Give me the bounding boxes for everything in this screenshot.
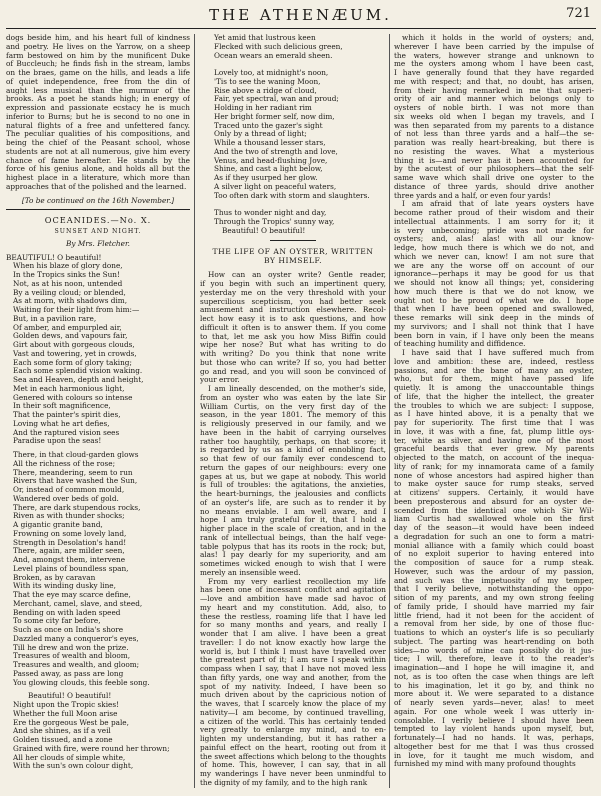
poem-line: Merchant, camel, slave, and steed, — [13, 598, 143, 608]
text-line: of Buccleuch; he finds fish in the stream, lambs — [6, 60, 190, 69]
text-line: spot of my nativity. Indeed, I have been so — [200, 682, 386, 691]
text-line: paration was really heart-breaking, but there is — [394, 139, 594, 147]
text-line: expression and passionate ecstacy he is much — [6, 104, 190, 112]
text-line: the composition of sauce for a rump steak. — [394, 559, 594, 567]
article-body-continued — [394, 34, 594, 769]
text-line: intellectual attainments. I am sorry for it; it — [394, 217, 594, 226]
poem-line: With the sun's own colour dight, — [13, 761, 134, 771]
text-line: return the gapes of our neighbours: every one — [200, 463, 386, 472]
poem-line: A gigantic granite band, — [13, 520, 103, 529]
text-line: six weeks old when I began my travels, and I — [394, 112, 594, 121]
text-line: From my very earliest recollection my life — [208, 577, 386, 586]
poem-line: Treasures of wealth and bloom, — [13, 651, 131, 661]
poem-author: By Mrs. Fletcher. — [66, 238, 130, 248]
text-line: much driven about by the capricious notion of — [200, 691, 386, 700]
text-line: sometimes wicked enough to wish that I were — [200, 560, 386, 568]
poem-line: Paradise upon the seas! — [13, 436, 102, 446]
text-line: ority of air and manner which belongs only to — [394, 95, 594, 104]
poem-line: Rise above a ridge of cloud, — [214, 85, 317, 95]
text-line: inferior to Burns; but he is second to no one in — [6, 112, 190, 121]
poem-line: Wandered over beds of gold. — [13, 493, 119, 503]
text-line: not, as is too often the case when things are left — [394, 672, 594, 681]
poem-line: Of amber, and empurpled air, — [13, 322, 122, 332]
text-line: I am afraid that of late years oysters have — [402, 200, 594, 209]
poem-stanza-3 — [6, 692, 190, 771]
text-line: lect how easy it is to ask questions, and how — [200, 315, 386, 323]
continued-note: [To be continued on the 16th November.] — [21, 196, 175, 205]
poem-line: Strength in Desolation's hand! — [13, 537, 127, 547]
text-line: your error. — [200, 376, 240, 385]
poem-line: Thus to wonder night and day, — [214, 208, 327, 217]
text-line: these remarks will sink deep in the minds of — [394, 314, 594, 322]
poem-line: All her clouds of simple white, — [13, 752, 126, 762]
paragraph — [394, 34, 594, 200]
text-line: natural flights of a free and unfettered fancy. — [6, 121, 190, 130]
text-line: imagination—and I hope he will imagine it, and — [394, 664, 594, 672]
poem-line: Frowning on some lovely land, — [13, 528, 127, 538]
text-line: with writing? Do you think that none write — [200, 350, 386, 358]
text-line: day of the season—it would have been indeed — [394, 524, 594, 532]
text-line: the heart-burnings, the jealousies and conflicts — [200, 490, 386, 498]
text-line: the troubles to which we are subject: I suppose, — [394, 401, 594, 410]
text-line: furnished my mind with many profound thoughts — [394, 760, 576, 769]
text-line: but those who can write? If so, you had better — [200, 358, 386, 367]
poem-line: With its winding dusky line, — [13, 581, 116, 591]
text-line: highest place in a literature, which more than — [6, 174, 190, 182]
biography-continuation — [6, 34, 190, 192]
text-line: of home. This, however, I can say, that in all — [200, 761, 386, 770]
text-line: scended from the identical one which Sir Wil- — [394, 506, 594, 515]
poem-line: BEAUTIFUL! O beautiful! — [6, 252, 102, 262]
poem-line: And the raptured vision sees — [13, 427, 120, 437]
text-line: that I verily believe, notwithstanding the oppo- — [394, 585, 594, 594]
text-line: has been one of incessant conflict and agitation — [200, 586, 386, 595]
text-line: graceful beards that ever grew. My parents — [394, 445, 594, 454]
text-line: being the chief of the Peasant school, whose — [6, 139, 190, 147]
poem-line: Shine, and cast a light below, — [214, 164, 323, 174]
text-line: very greatly to enlarge my mind, and to en- — [200, 726, 386, 735]
text-line: to his imagination, let it go by, and think no — [394, 681, 594, 690]
text-line: which it holds in the world of oysters; and, — [402, 34, 594, 42]
poem-line: There, are dark stupendous rocks, — [13, 502, 141, 512]
text-line: if you begin with such an impertinent query, — [200, 280, 386, 288]
text-line: none of whose ancestors had aspired higher than — [394, 471, 594, 480]
text-line: to that, let me ask you how Miss Biffin could — [200, 332, 386, 341]
masthead-title: THE ATHENÆUM. — [209, 6, 392, 24]
text-line: lity of rank; for my innamorata came of a family — [394, 462, 594, 471]
text-line: farm bestowed on him by the munificent Duke — [6, 51, 190, 60]
page-header — [0, 0, 601, 30]
article-body — [200, 271, 386, 787]
text-line: a degradation for such an one to form a matri- — [394, 532, 594, 541]
paragraph — [200, 271, 386, 385]
poem-line: Yet amid that lustrous keen — [214, 33, 316, 42]
text-line: wonder that I am alive. I have been a great — [200, 630, 386, 638]
poem-line: Each some splendid vision waking. — [13, 366, 143, 376]
text-line: I have said that I have suffered much from — [402, 349, 594, 357]
poem-line: A silver light on peaceful waters, — [214, 181, 337, 191]
poem-line: Waiting for their light from him:— — [13, 305, 140, 314]
text-line: from their having remarked in me that superi- — [394, 86, 594, 95]
text-line: the dignity of my family, and to the high rank — [200, 778, 368, 787]
text-line: ignorance—perhaps it may be good for us that — [394, 270, 594, 279]
text-line: the waves, that I scarcely know the place of my — [200, 700, 386, 708]
poem-line: And the two of strength and love, — [214, 146, 338, 156]
poem-line: That the painter's spirit dies, — [13, 410, 121, 419]
text-line: However, such was the ardour of my passion, — [394, 567, 594, 576]
text-line: so that few of our family ever condescend to — [200, 455, 386, 463]
text-line: by the acutest of our philosophers—that the self- — [394, 165, 594, 174]
poem-line: To some city far before, — [13, 616, 101, 626]
text-line: is full of troubles: the agitations, the anxieties, — [200, 481, 386, 490]
text-line: of not less than three yards and a half—the se- — [394, 130, 594, 139]
poem-line: Beautiful! O beautiful! — [28, 691, 112, 701]
poem-line: Broken, as by caravan — [13, 572, 96, 582]
poem-line: Night upon the Tropic skies! — [13, 700, 120, 709]
text-line: hope I am truly grateful for it, that I hold a — [200, 516, 386, 525]
text-line: objected to the match, on account of the inequa- — [394, 454, 594, 462]
poem-line: By a veiling cloud; or blended, — [13, 287, 126, 297]
text-line: the sweet affections which belong to the thoughts — [200, 752, 386, 761]
text-line: tempted to lay violent hands upon myself, but, — [394, 725, 594, 734]
text-line: love and ambition: these are, indeed, restless — [394, 357, 594, 366]
text-line: no resisting the waves. What a mysterious — [394, 147, 594, 156]
text-line: little friend, had it not been for the accident of — [394, 611, 594, 620]
text-line: that when I have been opened and swallowed, — [394, 305, 594, 314]
text-line: gapes at us, but we gape at nobody. This world — [200, 472, 386, 481]
poem-line: As at morn, with shadows dim, — [13, 296, 128, 306]
text-line: as I have hinted above, it is a penalty that we — [394, 410, 594, 419]
text-line: lighten my understanding, but it has rather a — [200, 735, 386, 743]
text-line: how much there is that we do not know, we — [394, 287, 594, 296]
text-line: three yards and a half, or even four yards! — [394, 191, 551, 200]
text-line: dogs beside him, and his heart full of kindness — [6, 34, 190, 42]
text-line: pay for superiority. The first time that I was — [394, 419, 594, 427]
poem-line: Traced unto the gazer's sight — [214, 120, 323, 130]
poem-line: Too often dark with storm and slaughters. — [214, 190, 370, 200]
text-line: distance of three yards, should drive another — [394, 182, 594, 191]
poem-line: Vast and towering, yet in crowds, — [13, 348, 137, 358]
poem-line: Girt about with gorgeous clouds, — [13, 340, 135, 349]
poem-line: Golden tissued, and a zone — [13, 735, 113, 744]
poem-line: Venus, and head-flushing Jove, — [214, 155, 328, 165]
column-divider-2 — [389, 34, 390, 788]
poem-line: Treasures and wealth, and gloom; — [13, 660, 140, 669]
paragraph — [200, 578, 386, 788]
poem-line: Bending on with laden speed — [13, 607, 121, 617]
paragraph — [394, 349, 594, 769]
text-line: no means enviable. I am well aware, and I — [200, 507, 386, 516]
poem-line: While a thousand lesser stars, — [214, 138, 326, 147]
poem-line: Passed away, as pass are long — [13, 668, 124, 678]
poem-line: You glowing clouds, this feeble song. — [13, 677, 150, 687]
text-line: —love and ambition have made sad havoc of — [200, 595, 386, 603]
text-line: for so many months and years, and really I — [200, 621, 386, 630]
poem-line: Genered with colours so intense — [13, 392, 133, 402]
text-line: painful effect on the heart, rooting out from it — [200, 743, 386, 752]
poem-title: OCEANIDES.—No. X. — [44, 215, 152, 226]
poem-line: Each some form of glory taking; — [13, 357, 132, 367]
text-line: table polypus that has its roots in the rock; but, — [200, 542, 386, 551]
text-line: of life, that the higher the intellect, the greater — [394, 392, 594, 401]
text-line: rank of intellectual beings, than the half vege- — [200, 533, 386, 542]
text-line: tuations to which an oyster's life is so peculiarly — [394, 629, 594, 637]
poem-subtitle: SUNSET AND NIGHT. — [54, 228, 142, 235]
text-line: approaches that of the polished and the learned. — [6, 182, 187, 191]
paragraph — [200, 385, 386, 578]
poem-line: Golden dews, and vapours fair, — [13, 331, 128, 341]
text-line: in love, it was with a fine, fat, plump little oys- — [394, 427, 594, 436]
poem-line: Fair, yet spectral, wan and proud; — [214, 94, 339, 104]
column-3 — [394, 34, 594, 769]
text-line: is very unbecoming; pride was not made for — [394, 226, 594, 235]
text-line: we should not know all things; yet, considering — [394, 279, 594, 287]
text-line: ought not to be proud of what we do. I hope — [394, 296, 594, 305]
poem-line: Beautiful! O beautiful! — [222, 225, 306, 235]
text-line: traveller: I do not know exactly how large the — [200, 638, 386, 647]
poem-line: Dazzled many a conqueror's eyes, — [13, 633, 139, 643]
text-line: oysters; and, alas! alas! with all our know- — [394, 235, 594, 244]
text-line: How can an oyster write? Gentle reader, — [208, 271, 386, 280]
text-line: fortunately—I had no hands. It was, perhaps, — [394, 734, 594, 742]
text-line: tice; I will, therefore, leave it to the reader's — [394, 655, 594, 664]
article-title: THE LIFE OF AN OYSTER, WRITTEN BY HIMSELF. — [212, 247, 374, 266]
poem-line: Level plains of boundless span, — [13, 563, 129, 573]
poem-line: Ere the gorgeous West be pale, — [13, 717, 129, 727]
text-line: yesterday me on the very threshold with your — [200, 288, 386, 297]
text-line: go and read, and you will soon be convinced of — [200, 367, 386, 376]
poem-line: When his blaze of glory done, — [13, 261, 123, 271]
poem-line: Met in each harmonious light, — [13, 383, 125, 393]
text-line: is regarded by us as a kind of ennobling fact, — [200, 446, 386, 455]
text-line: quietly. It is among the unaccountable things — [394, 384, 594, 392]
column-2 — [200, 34, 386, 788]
text-line: I am lineally descended, on the mother's side, — [208, 385, 386, 393]
text-line: more about it. We were separated to a distance — [394, 690, 594, 699]
text-line: of no exploit superior to having entered into — [394, 550, 594, 559]
text-line: is religiously preserved in our family, and we — [200, 420, 386, 428]
poem-line: Loving what he art defies, — [13, 418, 110, 428]
poem-line: Not, as at his noon, untended — [13, 278, 123, 288]
text-line: again. For one whole week I was utterly in- — [394, 707, 594, 716]
poem-line: In the Tropics sinks the Sun! — [13, 270, 120, 279]
poem-stanza-2 — [6, 451, 190, 687]
text-line: sition of my parents, and my own strong feeling — [394, 594, 594, 602]
poem-line: There, again, are milder seen, — [13, 546, 125, 556]
poem-line: Or, instead of common mould, — [13, 485, 125, 494]
poem-line: Sea and Heaven, depth and height, — [13, 375, 144, 384]
text-line: of an oyster's life, are such as to render it by — [200, 498, 386, 507]
poem-line: As if they usurped her glow. — [214, 173, 318, 182]
text-line: merely an insensible weed. — [200, 568, 301, 577]
poem-line: In their soft magnificence, — [13, 401, 111, 411]
paragraph — [394, 200, 594, 349]
text-line: in love, for it taught me much wisdom, and — [394, 751, 594, 760]
text-line: of quiet independence, free from the din of — [6, 77, 190, 86]
text-line: consolable. I verily believe I should have been — [394, 716, 594, 725]
header-rule — [6, 28, 596, 29]
poem-line: 'Tis to see the waning Moon, — [214, 76, 321, 86]
text-line: liam Curtis had swallowed whole on the first — [394, 515, 594, 524]
text-line: chance of fame hereafter. He stands by the — [6, 156, 190, 165]
poem-line: There, meandering, seem to run — [13, 467, 133, 477]
text-line: to make oyster sauce for rump steaks, served — [394, 480, 594, 489]
text-line: have been in the habit of carrying ourselves — [200, 428, 386, 437]
poem-line: Grained with fire, were round her thrown; — [13, 743, 170, 753]
text-line: passions, and are the bane of many an oyster, — [394, 366, 594, 375]
poem-line: Her bright former self, now dim, — [214, 111, 335, 121]
poem-line: Holding in her radiant rim — [214, 103, 312, 112]
page-number: 721 — [566, 6, 591, 21]
text-line: me the oysters among whom I have been cast, — [394, 60, 594, 69]
text-line: me with respect; and that, no doubt, has arisen, — [394, 77, 594, 86]
text-line: wipe her nose? But what has writing to do — [200, 341, 386, 350]
poem-line: Riven as with thunder shocks; — [13, 511, 125, 521]
poem-continuation — [200, 34, 386, 235]
poem-line: But, in a pavilion rare, — [13, 313, 97, 323]
text-line: was then separated from my parents to a distance — [394, 121, 594, 130]
poem-line: All the richness of the rose; — [13, 458, 116, 468]
column-divider-1 — [194, 34, 195, 788]
text-line: oysters of noble birth. I was not more than — [394, 104, 594, 112]
text-line: alas! I pay dearly for my superiority, and am — [200, 551, 386, 560]
text-line: at citizens' suppers. Certainly, it would have — [394, 489, 594, 497]
text-line: sides—no words of mine can possibly do it jus- — [394, 646, 594, 655]
poem-line: Till he drew and won the prize. — [13, 642, 129, 652]
text-line: thing it is—and never has it been accounted for — [394, 156, 594, 165]
poem-line: Through the Tropics' sunny way, — [214, 216, 335, 226]
text-line: from an oyster who was eaten by the late Sir — [200, 393, 386, 402]
text-line: higher place in the scale of creation, and in the — [200, 525, 386, 533]
text-line: nativity—I am become, by continued travelling, — [200, 708, 386, 717]
text-line: I have generally found that they have regarded — [394, 69, 594, 77]
poem-line: There, in that cloud-garden glows — [13, 450, 139, 459]
poem-line: Lovely too, at midnight's noon, — [214, 68, 329, 77]
text-line: difficult it often is to answer them. If you come — [200, 323, 386, 332]
text-line: been preposterous and absurd for an oyster de- — [394, 497, 594, 506]
poem-line: Rivers that have washed the Sun, — [13, 476, 138, 486]
text-line: who, but for them, might have passed life — [394, 375, 594, 384]
text-line: of nearly seven yards—never, alas! to meet — [394, 699, 594, 707]
text-line: amusement and instruction elsewhere. Recol- — [200, 306, 386, 315]
text-line: ledge, how much there is which we do not, and — [394, 244, 594, 252]
text-line: than fifty yards, one way and another, from the — [200, 673, 386, 682]
text-line: these the restless, roaming life that I have led — [200, 612, 386, 621]
text-line: the greatest part of it; I am sure I speak within — [200, 656, 386, 665]
text-line: my survivors; and I shall not think that I have — [394, 322, 594, 331]
poem-line: Whether the full Moon arise — [13, 708, 118, 718]
text-line: been born in vain, if I have only been the means — [394, 331, 594, 340]
section-rule-short — [270, 240, 316, 241]
section-rule — [6, 209, 190, 210]
text-line: of teaching humility and diffidence. — [394, 340, 526, 349]
text-line: wherever I have been carried by the impulse of — [394, 42, 594, 51]
text-line: world is, but I think I must have travelled over — [200, 647, 386, 656]
text-line: William Curtis, on the very first day of the — [200, 402, 386, 411]
text-line: season, in the year 1801. The memory of this — [200, 411, 386, 420]
poem-line: Ocean wears an emerald sheen. — [214, 50, 333, 60]
poem-stanza-1 — [6, 254, 190, 447]
poem-line: That the eye may scarce define, — [13, 590, 131, 599]
text-line: brooks. As a poet he stands high; in energy of — [6, 95, 190, 104]
text-line: subject. The parting was heart-rending on both — [394, 637, 594, 646]
text-line: supercilious scepticism, you had better seek — [200, 297, 386, 306]
text-line: of family pride, I should have married my fair — [394, 602, 594, 611]
text-line: same wave which shall drive one oyster to the — [394, 174, 594, 182]
column-1 — [6, 34, 190, 771]
poem-line: And, amongst them, intervene — [13, 555, 126, 564]
text-line: a citizen of the world. This has certainly tended — [200, 717, 386, 726]
text-line: the waters, however strange and unknown to — [394, 51, 594, 60]
text-line: become rather proud of their wisdom and their — [394, 209, 594, 217]
text-line: students are not at all numerous, give him every — [6, 147, 190, 156]
text-line: on the braes, game on the hills, and leads a life — [6, 69, 190, 77]
text-line: and such was the impetuosity of my temper, — [394, 576, 594, 585]
text-line: we are any the worse off on account of our — [394, 261, 594, 270]
text-line: monial alliance with a family which could boast — [394, 541, 594, 550]
text-line: a removal from her side, by one of those fluc- — [394, 620, 594, 629]
text-line: my heart and my constitution. Add, also, to — [200, 603, 386, 612]
text-line: The peculiar qualities of his compositions, and — [6, 130, 190, 139]
poem-line: And she shines, as if a veil — [13, 726, 111, 736]
poem-line: Flecked with such delicious green, — [214, 41, 343, 51]
text-line: and poetry. He lives on the Yarrow, on a sheep — [6, 42, 190, 51]
poem-line: Only by a thread of light; — [214, 129, 307, 139]
text-line: rather too haughtily, perhaps, on that score; it — [200, 437, 386, 446]
text-line: ter, white as silver, and having one of the most — [394, 436, 594, 445]
poem-line: Such as once on India's shore — [13, 625, 124, 634]
text-line: aught less musical than the murmur of the — [6, 86, 190, 95]
text-line: my wanderings I have never been unmindful to — [200, 770, 386, 778]
text-line: which we never can, know! I am not sure that — [394, 252, 594, 261]
text-line: force of his genius alone, and holds all but the — [6, 165, 190, 174]
text-line: compass when I say, that I have not moved less — [200, 665, 386, 673]
text-line: altogether best for me that I was thus crossed — [394, 742, 594, 751]
